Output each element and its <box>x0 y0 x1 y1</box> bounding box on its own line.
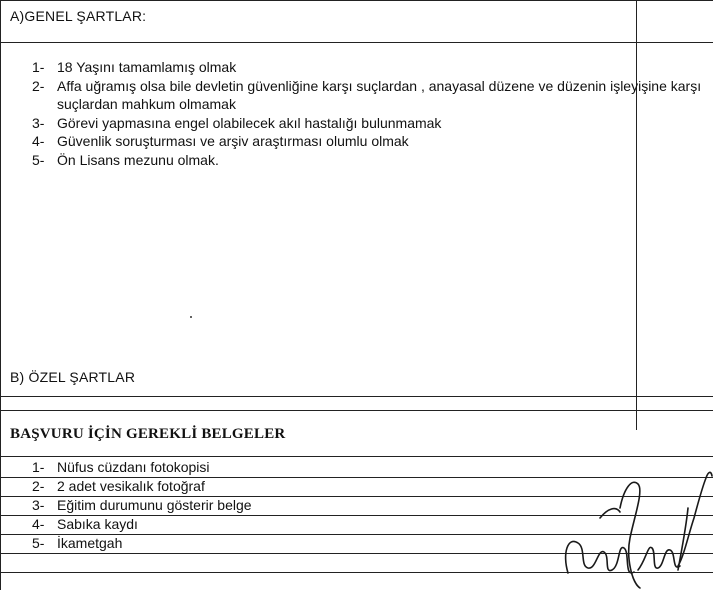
list-item: 3- Görevi yapmasına engel olabilecek akıl hastalığı bulunmamak <box>32 114 442 131</box>
special-conditions-title: B) ÖZEL ŞARTLAR <box>10 369 136 385</box>
list-item: 5- İkametgah <box>32 535 123 551</box>
required-documents-list <box>32 458 632 553</box>
ink-speck <box>190 316 192 318</box>
list-item: 2- 2 adet vesikalık fotoğraf <box>32 478 205 494</box>
general-conditions-list <box>32 58 708 169</box>
list-item: 4- Güvenlik soruşturması ve arşiv araştırması olumlu olmak <box>32 133 409 149</box>
list-item: 1- Nüfus cüzdanı fotokopisi <box>32 459 210 475</box>
general-conditions-title: A)GENEL ŞARTLAR: <box>10 8 147 24</box>
list-item: 1- 18 Yaşını tamamlamış olmak <box>32 59 237 75</box>
handwritten-signature <box>560 448 713 590</box>
list-item: 5- Ön Lisans mezunu olmak. <box>32 151 219 168</box>
list-item: 3- Eğitim durumunu gösterir belge <box>32 497 252 513</box>
table-border-left <box>0 0 1 590</box>
list-item: 4- Sabıka kaydı <box>32 516 138 532</box>
list-item: 2- Affa uğramış olsa bile devletin güvenliğine karşı suçlardan , anayasal düzene ve düzenin işleyişine karşı suçlardan mahkum olmamak <box>32 77 702 112</box>
row-divider-special-bottom <box>0 410 713 411</box>
table-border-top <box>0 0 713 1</box>
required-documents-title: BAŞVURU İÇİN GEREKLİ BELGELER <box>10 426 286 442</box>
row-divider-special-header <box>0 396 713 397</box>
row-divider-general-header <box>0 42 713 43</box>
